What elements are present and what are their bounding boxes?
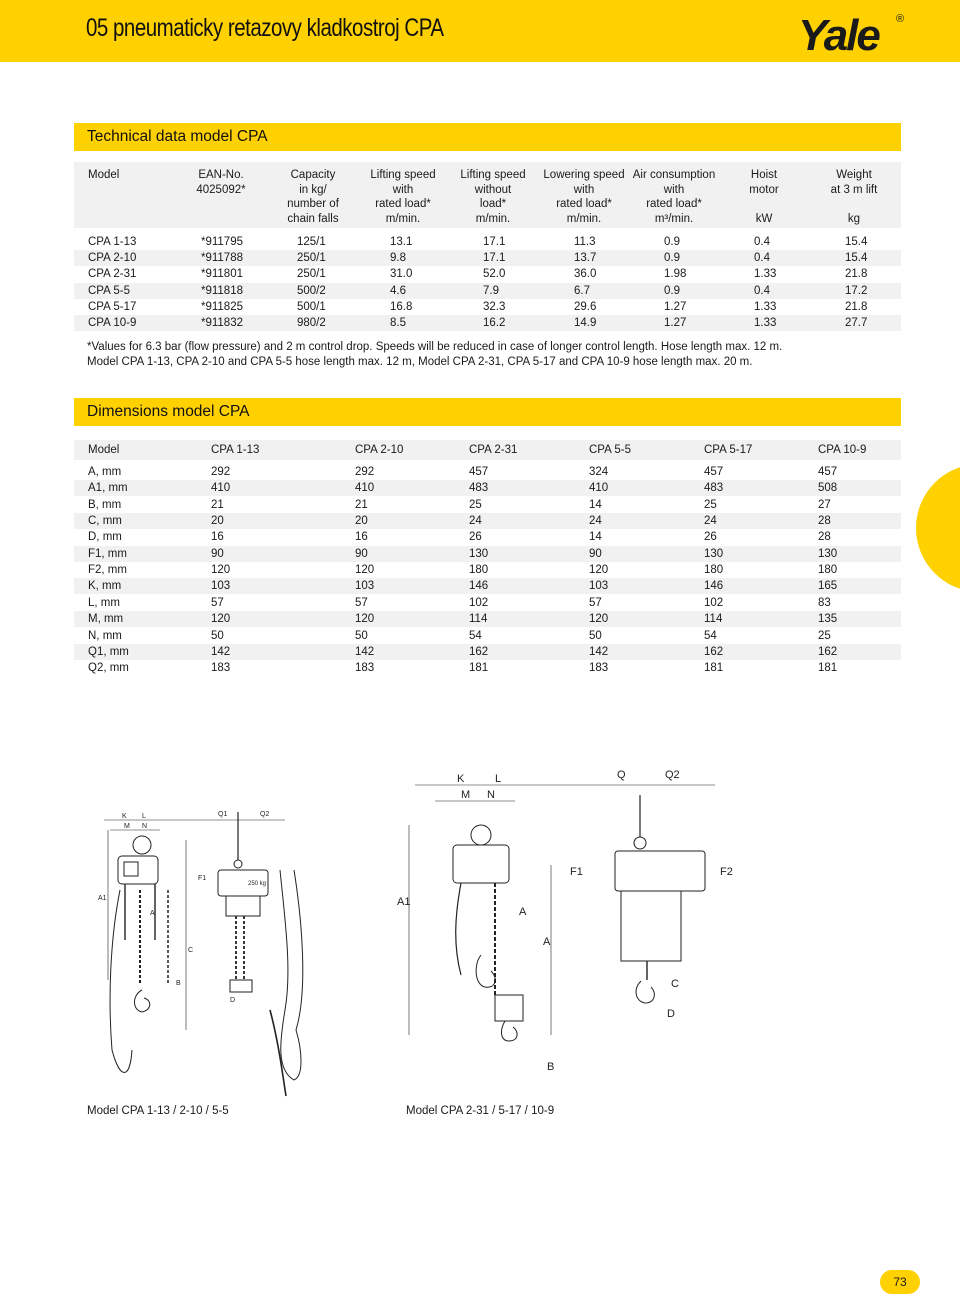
technical-column-header: kW [755,212,773,225]
dimension-value-cell: 142 [589,645,609,658]
technical-value-cell: 4.6 [390,284,406,297]
technical-column-header: load* [479,198,507,210]
dimensions-table-row [74,660,901,676]
technical-value-cell: 0.9 [664,252,680,265]
technical-column-header: EAN-No. [198,169,244,181]
dimensions-section-title: Dimensions model CPA [87,403,250,420]
left-label-b: B [176,980,181,987]
technical-value-cell: *911818 [201,284,243,297]
technical-column-header: chain falls [287,212,339,225]
technical-model-cell: CPA 2-10 [88,252,137,265]
dimension-value-cell: 103 [355,580,375,593]
dimension-value-cell: 135 [818,613,838,626]
right-label-a-inner: A [519,906,527,918]
left-label-m: M [124,823,130,830]
technical-value-cell: 14.9 [574,317,597,329]
dimension-value-cell: 146 [469,580,489,593]
dimensions-column-header: CPA 2-10 [355,444,404,456]
technical-value-cell: 0.4 [754,284,770,297]
dimension-label-cell: F2, mm [88,564,127,577]
technical-section-header [74,123,901,151]
dimension-value-cell: 27 [818,498,831,511]
technical-value-cell: 29.6 [574,300,597,313]
dimension-value-cell: 21 [355,498,368,511]
yale-logo-text: Yale [798,11,879,56]
technical-column-header: number of [287,198,339,210]
dimension-value-cell: 21 [211,498,224,511]
technical-table-row [74,315,901,331]
technical-column-header: Lifting speed [460,169,526,181]
technical-table-row [74,234,901,250]
dimension-value-cell: 102 [469,596,489,609]
dimension-value-cell: 183 [355,662,375,675]
technical-column-header: motor [749,183,779,196]
dimensions-table-row [74,611,901,627]
left-label-n: N [142,823,148,830]
technical-note-line: *Values for 6.3 bar (flow pressure) and 2 m control drop. Speeds will be reduced in case of longer control length. Hose length max. 12 m. [87,341,783,353]
technical-value-cell: 16.2 [483,317,506,329]
dimension-value-cell: 130 [704,547,724,560]
technical-column-header: kg [847,212,861,225]
right-label-n: N [487,789,495,801]
right-label-a-outer: A [543,936,551,948]
dimension-value-cell: 24 [589,515,602,528]
dimensions-table-row [74,513,901,529]
technical-value-cell: 17.1 [483,236,506,248]
dimension-value-cell: 57 [355,596,368,609]
dimensions-column-header: CPA 2-31 [469,444,518,456]
technical-column-header: with [392,183,414,196]
dimension-value-cell: 50 [355,629,368,642]
technical-value-cell: 17.2 [845,284,868,297]
yale-logo [796,8,908,56]
dimension-value-cell: 25 [818,629,831,642]
dimension-value-cell: 410 [211,482,231,495]
left-hoist-drawing [80,800,310,1100]
dimension-value-cell: 324 [589,466,609,478]
dimension-value-cell: 50 [211,629,224,642]
technical-column-header: without [474,183,512,196]
right-hoist-drawing [395,765,740,1085]
dimension-value-cell: 114 [469,613,488,626]
dimension-value-cell: 28 [818,515,831,528]
dimension-value-cell: 180 [818,564,838,577]
dimension-value-cell: 83 [818,596,831,609]
left-label-d: D [230,997,236,1004]
technical-value-cell: 1.33 [754,317,777,329]
dimension-value-cell: 183 [211,662,231,675]
dimensions-table-row [74,644,901,660]
dimensions-column-header: CPA 5-5 [589,444,631,456]
technical-value-cell: 8.5 [390,317,406,329]
technical-value-cell: *911825 [201,300,243,313]
dimension-value-cell: 26 [704,531,717,544]
dimension-value-cell: 483 [469,482,489,495]
technical-value-cell: *911788 [201,252,243,265]
dimensions-section-header [74,398,901,426]
header-bar [0,0,960,62]
dimension-value-cell: 181 [469,662,489,675]
technical-note-line: Model CPA 1-13, CPA 2-10 and CPA 5-5 hose length max. 12 m, Model CPA 2-31, CPA 5-17 and CPA 10-9 hose length max. 20 m. [87,356,753,368]
dimension-value-cell: 181 [704,662,724,675]
dimension-value-cell: 90 [589,547,602,560]
technical-column-header: m³/min. [654,212,694,225]
left-label-f1: F1 [198,875,207,882]
right-label-k: K [457,773,465,785]
dimensions-column-header: CPA 5-17 [704,444,753,456]
dimension-value-cell: 457 [704,466,724,478]
technical-value-cell: 11.3 [574,236,596,248]
dimension-label-cell: A, mm [88,466,122,478]
dimensions-table-row [74,562,901,578]
dimension-label-cell: F1, mm [88,547,127,560]
dimension-label-cell: L, mm [88,596,120,609]
technical-column-header: m/min. [566,212,602,225]
caption-right-drawing: Model CPA 2-31 / 5-17 / 10-9 [406,1105,555,1117]
technical-column-header: Lifting speed [370,169,436,181]
technical-value-cell: 13.7 [574,252,597,265]
technical-value-cell: 0.9 [664,284,680,297]
right-label-f2: F2 [720,866,733,878]
dimension-value-cell: 120 [589,564,609,577]
dimension-value-cell: 120 [355,564,375,577]
dimensions-column-header: CPA 10-9 [818,444,867,456]
technical-value-cell: 13.1 [390,236,413,248]
dimension-value-cell: 457 [818,466,838,478]
right-label-b: B [547,1061,555,1073]
technical-column-header: Capacity [290,169,336,181]
technical-value-cell: 21.8 [845,300,868,313]
technical-value-cell: 15.4 [845,236,868,248]
technical-value-cell: 16.8 [390,300,413,313]
dimensions-table-row [74,480,901,496]
dimension-value-cell: 26 [469,531,482,544]
technical-section-title: Technical data model CPA [87,128,268,145]
dimension-label-cell: C, mm [88,515,122,528]
technical-column-header: rated load* [646,198,702,210]
dimension-value-cell: 24 [469,515,482,528]
right-label-q2: Q2 [665,769,680,781]
technical-value-cell: 36.0 [574,268,597,281]
technical-value-cell: 1.33 [754,300,777,313]
right-label-a1: A1 [397,896,411,908]
dimension-label-cell: M, mm [88,613,124,626]
technical-value-cell: 250/1 [297,268,326,281]
technical-value-cell: 7.9 [483,284,499,297]
right-label-f1: F1 [570,866,583,878]
technical-model-cell: CPA 1-13 [88,236,137,248]
page-number: 73 [880,1270,920,1294]
dimension-value-cell: 483 [704,482,724,495]
dimensions-table-row [74,497,901,513]
technical-model-cell: CPA 2-31 [88,268,137,281]
technical-column-header: m/min. [475,212,511,225]
technical-column-header: Air consumption [632,169,716,181]
technical-column-header: rated load* [375,198,431,210]
left-label-q2: Q2 [260,811,270,818]
technical-column-header: at 3 m lift [830,183,878,196]
technical-value-cell: 27.7 [845,317,868,329]
technical-value-cell: 1.27 [664,317,687,329]
dimension-value-cell: 180 [704,564,724,577]
dimension-value-cell: 24 [704,515,717,528]
dimension-value-cell: 457 [469,466,489,478]
dimension-label-cell: B, mm [88,498,122,511]
left-label-cap: 250 kg [248,881,267,887]
dimension-value-cell: 14 [589,531,602,544]
dimensions-table-row [74,578,901,594]
dimension-value-cell: 120 [211,564,231,577]
technical-value-cell: 1.27 [664,300,687,313]
caption-left-drawing: Model CPA 1-13 / 2-10 / 5-5 [87,1105,229,1117]
technical-note [87,340,782,370]
dimension-value-cell: 54 [704,629,717,642]
left-label-c: C [188,947,194,954]
technical-value-cell: 0.9 [664,236,680,248]
technical-column-header: rated load* [556,198,612,210]
dimension-value-cell: 162 [704,645,724,658]
dimension-label-cell: D, mm [88,531,122,544]
dimension-value-cell: 20 [211,515,224,528]
technical-column-header: Lowering speed [543,169,625,181]
technical-value-cell: *911795 [201,236,243,248]
technical-column-header: Weight [836,169,872,181]
dimensions-table-row [74,546,901,562]
dimension-value-cell: 50 [589,629,602,642]
technical-value-cell: 0.4 [754,252,770,265]
dimension-value-cell: 25 [704,498,717,511]
dimension-value-cell: 292 [211,466,231,478]
page-title: 05 pneumaticky retazovy kladkostroj CPA [86,14,444,42]
dimension-value-cell: 292 [355,466,375,478]
right-label-m: M [461,789,471,801]
dimension-value-cell: 25 [469,498,482,511]
dimension-value-cell: 16 [211,531,224,544]
dimension-value-cell: 120 [211,613,231,626]
left-label-a1: A1 [98,895,107,902]
dimension-value-cell: 183 [589,662,609,675]
technical-value-cell: 980/2 [297,317,326,329]
technical-table-row [74,283,901,299]
technical-value-cell: 6.7 [574,284,590,297]
technical-table-row [74,299,901,315]
technical-value-cell: *911832 [201,317,243,329]
technical-model-cell: CPA 10-9 [88,317,137,329]
dimension-label-cell: N, mm [88,629,122,642]
left-label-q1: Q1 [218,811,228,818]
technical-value-cell: 125/1 [297,236,326,248]
technical-column-header: in kg/ [299,183,327,196]
technical-value-cell: 32.3 [483,300,506,313]
dimension-label-cell: A1, mm [88,482,128,495]
right-label-q: Q [617,769,626,781]
dimension-value-cell: 410 [589,482,609,495]
dimension-value-cell: 28 [818,531,831,544]
technical-column-header: with [663,183,685,196]
technical-column-header: with [573,183,595,196]
dimension-value-cell: 508 [818,482,838,495]
dimension-value-cell: 120 [355,613,375,626]
technical-value-cell: 17.1 [483,252,506,265]
dimension-value-cell: 102 [704,596,724,609]
technical-header-row [74,162,901,228]
technical-table-row [74,266,901,282]
dimension-label-cell: Q1, mm [88,645,129,658]
dimension-value-cell: 103 [211,580,231,593]
dimension-value-cell: 57 [211,596,224,609]
technical-value-cell: 500/1 [297,300,326,313]
technical-value-cell: 1.33 [754,268,777,281]
dimension-value-cell: 114 [704,613,723,626]
dimension-value-cell: 130 [469,547,489,560]
technical-value-cell: 250/1 [297,252,326,265]
dimensions-header-row [74,440,901,460]
side-tab-decoration [916,464,960,592]
dimension-value-cell: 162 [469,645,489,658]
dimension-value-cell: 162 [818,645,838,658]
technical-model-cell: CPA 5-17 [88,300,137,313]
technical-table-row [74,250,901,266]
left-label-k: K [122,813,127,820]
dimension-value-cell: 180 [469,564,489,577]
technical-value-cell: 1.98 [664,268,687,281]
dimension-value-cell: 57 [589,596,602,609]
dimension-label-cell: Q2, mm [88,662,129,675]
dimension-value-cell: 120 [589,613,609,626]
dimensions-table-row [74,595,901,611]
technical-value-cell: 0.4 [754,236,770,248]
technical-value-cell: *911801 [201,268,243,281]
dimension-value-cell: 165 [818,580,838,593]
technical-value-cell: 52.0 [483,268,506,281]
dimension-value-cell: 142 [355,645,375,658]
dimensions-column-header: Model [88,444,120,456]
left-label-l: L [142,813,146,820]
dimensions-column-header: CPA 1-13 [211,444,260,456]
dimension-value-cell: 410 [355,482,375,495]
right-label-c: C [671,978,679,990]
dimension-value-cell: 16 [355,531,368,544]
dimension-value-cell: 14 [589,498,602,511]
dimensions-table-row [74,628,901,644]
dimension-value-cell: 181 [818,662,838,675]
dimension-value-cell: 90 [211,547,224,560]
dimension-value-cell: 130 [818,547,838,560]
dimension-value-cell: 90 [355,547,368,560]
registered-mark: ® [896,13,905,25]
dimension-value-cell: 20 [355,515,368,528]
technical-value-cell: 9.8 [390,252,406,265]
dimension-value-cell: 54 [469,629,482,642]
technical-model-cell: CPA 5-5 [88,284,130,297]
technical-column-header: 4025092* [196,183,246,196]
left-label-a: A [150,910,155,917]
dimension-value-cell: 103 [589,580,609,593]
dimension-label-cell: K, mm [88,580,122,593]
technical-value-cell: 31.0 [390,268,413,281]
technical-value-cell: 15.4 [845,252,868,265]
technical-column-header: m/min. [385,212,421,225]
dimensions-table-row [74,464,901,480]
dimension-value-cell: 146 [704,580,724,593]
dimensions-table-row [74,529,901,545]
technical-column-header: Hoist [750,169,778,181]
dimension-value-cell: 142 [211,645,231,658]
technical-column-header: Model [88,169,120,181]
technical-value-cell: 500/2 [297,284,326,297]
technical-value-cell: 21.8 [845,268,868,281]
right-label-d: D [667,1008,675,1020]
right-label-l: L [495,773,502,785]
